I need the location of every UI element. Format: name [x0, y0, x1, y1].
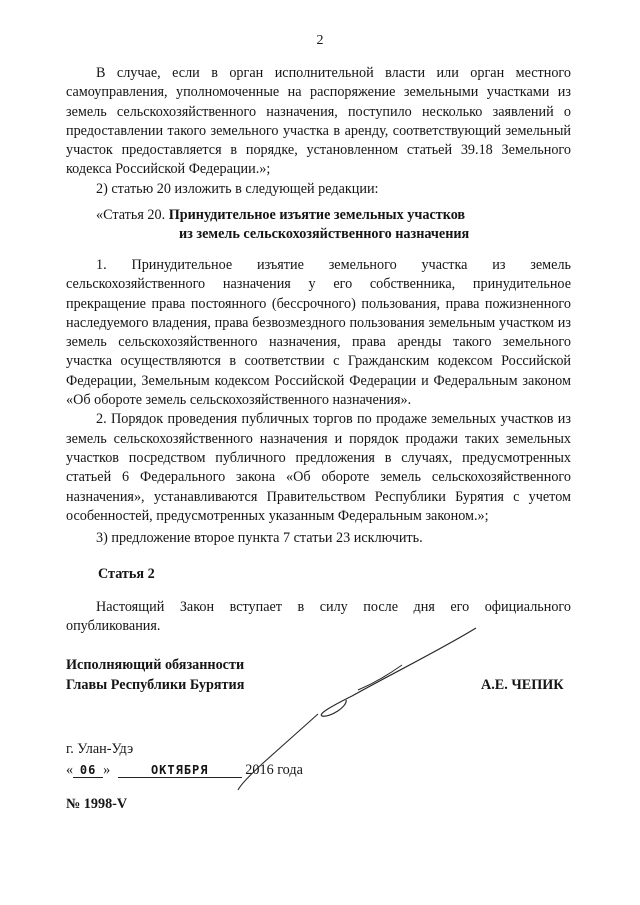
date-line [66, 762, 303, 779]
article2-text: Настоящий Закон вступает в силу после дня его официального опубликования. [66, 599, 571, 635]
page-number: 2 [316, 33, 324, 48]
signatory-title-line1: Исполняющий обязанности [66, 657, 245, 673]
amendment-point3: 3) предложение второе пункта 7 статьи 23 исключить. [96, 530, 423, 546]
article2-body [66, 598, 571, 637]
city: г. Улан-Удэ [66, 741, 134, 757]
date-month: ОКТЯБРЯ [118, 763, 242, 778]
date-open-quote: « [66, 762, 74, 778]
article20-prefix: «Статья 20. [96, 207, 166, 223]
intro-block [66, 64, 571, 199]
article20-title-line2: из земель сельскохозяйственного назначения [179, 226, 470, 242]
point3-block [66, 529, 571, 548]
article20-body [66, 256, 571, 526]
paragraph-article20-intro: 2) статью 20 изложить в следующей редакции: [96, 180, 379, 197]
signatory-title [66, 655, 244, 695]
paragraph-amendment-text: В случае, если в орган исполнительной власти или орган местного самоуправления, уполномоченные на распоряжение земельными участками из земель сельскохозяйственного назначения, поступило несколько заявлений о предоставлении такого земельного участка в аренду, соответствующий земельный участок предоставляется в порядке, установленном статьей 39.18 Земельного кодекса Российской Федерации.»; [66, 65, 571, 178]
article20-heading [96, 206, 576, 244]
date-day: 06 [73, 763, 103, 778]
article20-title-line1: Принудительное изъятие земельных участков [168, 207, 466, 223]
date-year: 2016 года [245, 762, 303, 778]
article20-point1: 1. Принудительное изъятие земельного участка из земель сельскохозяйственного назначения у его собственника, принудительное прекращение права постоянного (бессрочного) пользования, права пожизненного наследуемого владения, права безвозмездного пользования земельным участком из земель сельскохозяйственного назначения, права аренды такого земельного участка осуществляются в соответствии с Гражданским кодексом Российской Федерации, Земельным кодексом Российской Федерации и Федеральным законом «Об обороте земель сельскохозяйственного назначения». [66, 257, 571, 409]
article20-point2: 2. Порядок проведения публичных торгов по продаже земельных участков из земель сельскохозяйственного назначения и порядок продажи таких земельных участков посредством публичного предложения в случаях, предусмотренных статьей 6 Федерального закона «Об обороте земель сельскохозяйственного назначения», устанавливаются Правительством Республики Бурятия с учетом особенностей, предусмотренных указанным Федеральным законом.»; [66, 411, 571, 524]
signatory-name: А.Е. ЧЕПИК [481, 677, 564, 693]
law-number: № 1998-V [66, 796, 128, 812]
article2-heading: Статья 2 [98, 566, 155, 582]
date-close-quote: » [103, 762, 111, 778]
signatory-title-line2: Главы Республики Бурятия [66, 677, 245, 693]
